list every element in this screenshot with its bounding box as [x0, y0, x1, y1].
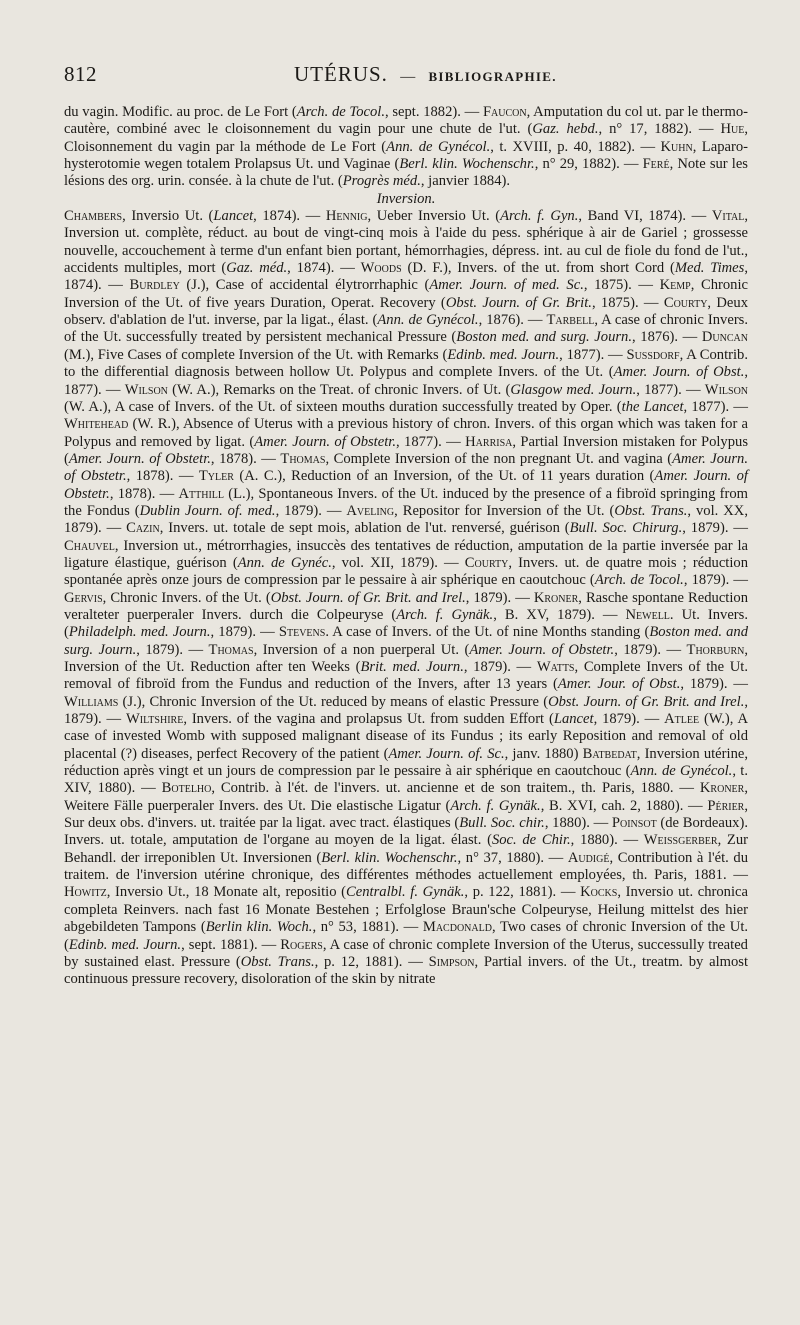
citation-text: (W. R.), Absence of Uterus with a previous history of chron. Invers. of this organ which was taken for a Polypus and removed by ligat. ( [64, 416, 748, 450]
citation-text: , sept. 1881). — [181, 936, 281, 953]
page-header [64, 62, 748, 92]
citation-text: , 1879). — [593, 711, 665, 728]
citation-text: (A. C.), Reduction of an Inversion, of the Ut. of 11 years duration ( [233, 468, 655, 485]
citation-text: , p. 12, 1881). — [314, 953, 429, 970]
journal-title: Progrès méd. [342, 173, 421, 190]
citation-text: , janv. 1880) [504, 745, 583, 762]
journal-title: Boston med. and surg. Journ. [456, 329, 633, 346]
journal-title: Amer. Journ. of Obst. [613, 364, 745, 381]
citation-text: , 1877). — [395, 433, 466, 450]
citation-text: , Chronic Invers. of the Ut. ( [102, 589, 271, 606]
author-name: Howitz [64, 884, 107, 901]
citation-text: . Ut. Invers. ( [64, 606, 748, 641]
journal-title: Philadelph. med. Journ. [68, 624, 211, 641]
running-title-subtitle: BIBLIOGRAPHIE. [428, 69, 557, 84]
citation-text: , t. XVIII, p. 40, 1882). — [490, 138, 661, 155]
citation-text: , Inversio Ut., 18 Monate alt, repositio ( [106, 884, 347, 901]
citation-text: (J.), Chronic Inversion of the Ut. reduced by means of elastic Pressure ( [118, 693, 549, 710]
citation-text: , Invers. ut. totale de sept mois, ablation de l'ut. renversé, guérison ( [159, 520, 570, 537]
citation-text: , Deux observ. d'ablation de l'ut. inverse, par la ligat., élast. ( [64, 294, 748, 329]
author-name: Whitehead [64, 416, 129, 433]
author-name: Tarbell [546, 312, 595, 329]
journal-title: Lancet [553, 711, 594, 728]
journal-title: Bull. Soc. chir. [459, 815, 545, 832]
author-name: Burdley [129, 277, 180, 294]
page-number: 812 [64, 62, 97, 86]
author-name: Courty [464, 554, 509, 571]
author-name: Chambers [64, 208, 123, 225]
citation-text: , Note sur les lésions des org. urin. consée. à la chute de l'ut. ( [64, 156, 748, 190]
author-name: Newell [625, 606, 670, 623]
author-name: Thomas [280, 450, 326, 467]
citation-text: , A case of chronic complete Inversion of the Uterus, successully treated by sustained elast. Pressure ( [64, 936, 748, 970]
author-name: Wilson [704, 381, 749, 398]
citation-text: , Contribution à l'ét. du traitem. de l'inversion utérine chronique, des différentes méthodes actuellement employées, th. Paris, 1881. — [64, 849, 749, 884]
journal-title: Amer. Journ. of. Sc. [388, 745, 505, 762]
citation-text: , 1875). — [583, 277, 660, 294]
citation-text: , Inversion ut., métrorrhagies, insuccès des tentatives de réduction, amputation de la partie inversée par la ligature élastique, guérison ( [64, 537, 748, 571]
citation-text: , sept. 1882). — [384, 104, 483, 120]
author-name: Aveling [346, 502, 395, 519]
journal-title: Med. Times [674, 260, 745, 277]
author-name: Tyler [198, 468, 234, 485]
citation-text: , Band VI, 1874). — [578, 208, 712, 225]
citation-text: , vol. XII, 1879). — [331, 554, 465, 571]
citation-text: , Laparo-hysterotomie wegen totalem Prolapsus Ut. und Vaginae ( [64, 138, 748, 173]
journal-title: Ann. de Gynécol. [630, 763, 733, 780]
citation-text: , 1880). — [570, 832, 644, 849]
citation-text: , Invers. ut. de quatre mois ; réduction spontanée après onze jours de compression par le pessaire à air sphérique en caoutchouc ( [64, 554, 749, 589]
citation-text: , 1879). — [683, 572, 748, 589]
journal-title: Dublin Journ. of. med. [139, 502, 276, 519]
citation-text: , Complete Invers of the Ut. removal of fibroïd from the Fundus and reduction of the Invers, after 13 years ( [64, 659, 748, 693]
journal-title: Ann. de Gynécol. [377, 312, 479, 329]
bibliography-paragraph [64, 208, 748, 988]
citation-text: , Two cases of chronic Inversion of the Ut. ( [64, 919, 749, 953]
journal-title: Glasgow med. Journ. [510, 381, 637, 398]
citation-text: , 1877). — [64, 364, 748, 398]
author-name: Stevens [278, 624, 326, 641]
citation-text: , t. XIV, 1880). — [64, 763, 748, 797]
citation-text: , Ueber Inversio Ut. ( [367, 208, 501, 225]
author-name: Thorburn [686, 641, 745, 658]
citation-text: , 1879). — [680, 676, 748, 693]
citation-text: , 1879). — [463, 659, 537, 675]
citation-text: , Inversio ut. chronica completa Reinvers. nach fast 16 Monate Bestehen ; Erfolglose Braun'sche Colpeuryse, Heilung mittelst des hier abgebildeten Tampons ( [64, 884, 748, 936]
citation-text: , Partial invers. of the Ut., treatm. by almost continuous pressure recovery, disoloration of the skin by nitrate [64, 953, 749, 988]
author-name: Vital [711, 208, 745, 225]
journal-title: Soc. de Chir. [491, 832, 571, 849]
author-name: Kuhn [660, 138, 693, 155]
section-heading: Inversion. [376, 190, 436, 207]
journal-title: Gaz. méd. [226, 260, 288, 277]
journal-title: Edinb. med. Journ. [68, 936, 182, 953]
author-name: Kemp [659, 277, 691, 294]
citation-text: , 1880). — [544, 815, 612, 832]
author-name: Chauvel [64, 537, 115, 554]
journal-title: the Lancet [621, 398, 684, 415]
citation-text: (de Bordeaux). Invers. ut. totale, amputation de l'organe au moyen de la ligat. élast. ( [64, 815, 748, 849]
journal-title: Obst. Trans. [240, 953, 315, 970]
author-name: Batbedat [582, 745, 637, 762]
bibliography-body [64, 104, 748, 989]
citation-text: , 1874). — [287, 260, 361, 277]
author-name: Williams [64, 693, 119, 710]
citation-text: , Inversio Ut. ( [122, 208, 214, 225]
author-name: Courty [663, 294, 708, 311]
author-name: Hue [720, 121, 745, 138]
author-name: Weissgerber [643, 832, 718, 849]
citation-text: , 1879). — [275, 502, 347, 519]
journal-title: Obst. Journ. of Gr. Brit. [445, 294, 592, 311]
citation-text: , 1875). — [591, 294, 664, 311]
author-name: Harrisa [465, 433, 513, 450]
author-name: Faucon [482, 104, 527, 120]
author-name: Hennig [325, 208, 368, 225]
author-name: Kocks [580, 884, 618, 901]
journal-title: Amer. Jour. of Obst. [557, 676, 681, 693]
journal-title: Berl. klin. Wochenschr. [399, 156, 535, 173]
running-title-main: UTÉRUS. [294, 62, 388, 86]
citation-text: , 1879). — [614, 641, 687, 658]
citation-text: (W.), A case of invested Womb with supposed malignant disease of its Fundus ; its early Reposition and removal of old placental (?) diseases, perfect Recovery of the patient ( [64, 711, 748, 762]
journal-title: Ann. de Gynécol. [386, 138, 491, 155]
journal-title: Bull. Soc. Chirurg. [569, 520, 683, 537]
citation-text: . A case of Invers. of the Ut. of nine Months standing ( [325, 624, 650, 641]
journal-title: Lancet [213, 208, 254, 225]
citation-text: , 1879). — [682, 520, 748, 537]
citation-text: , Rasche spontane Reduction veralteter puerperaler Invers. durch die Colpeuryse ( [64, 589, 749, 623]
author-name: Cazin [126, 520, 160, 537]
citation-text: , Sur deux obs. d'invers. ut. traitée par la ligat. avec tract. élastiques ( [64, 797, 749, 832]
citation-text: , p. 122, 1881). — [464, 884, 581, 901]
citation-text: , n° 37, 1880). — [457, 849, 568, 866]
journal-title: Obst. Journ. of Gr. Brit. and Irel. [270, 589, 466, 606]
citation-text: , A case of chronic Invers. of the Ut. successfully treated by persistent mechanical Pressure ( [64, 312, 749, 346]
author-name: Poinsot [611, 815, 657, 832]
author-name: Atlee [664, 711, 700, 728]
citation-text: , 1879). — [465, 589, 534, 606]
author-name: Kroner [699, 780, 745, 797]
author-name: Macdonald [422, 919, 492, 936]
citation-text: , Invers. of the vagina and prolapsus Ut. from sudden Effort ( [183, 711, 554, 728]
author-name: Wilson [124, 381, 168, 398]
citation-text: , Repositor for Inversion of the Ut. ( [394, 502, 615, 519]
journal-title: Brit. med. Journ. [360, 659, 464, 675]
citation-text: du vagin. Modific. au proc. de Le Fort ( [64, 104, 297, 120]
citation-text: , janvier 1884). [420, 173, 511, 190]
citation-text: , 1878). — [109, 485, 179, 502]
bibliography-paragraph [64, 104, 748, 191]
journal-title: Amer. Journ. of Obstetr. [68, 450, 211, 467]
citation-text: (W. A.), A case of Invers. of the Ut. of sixteen mouths duration successfully treated by Oper. ( [64, 398, 622, 415]
author-name: Watts [536, 659, 575, 675]
author-name: Duncan [701, 329, 748, 346]
author-name: Simpson [428, 953, 475, 970]
journal-title: Centralbl. f. Gynäk. [346, 884, 465, 901]
citation-text: , 1876). — [478, 312, 547, 329]
journal-title: Amer. Journ. of Obstetr. [254, 433, 396, 450]
citation-text: , Complete Inversion of the non pregnant Ut. and vagina ( [325, 450, 673, 467]
citation-text: , Amputation du col ut. par le thermo-cautère, combiné avec le cloisonnement du vagin pour une chute de l'ut. ( [64, 104, 748, 138]
citation-text: , 1877). — [559, 346, 627, 363]
citation-text: , Zur Behandl. der irreponiblen Ut. Inversionen ( [64, 832, 748, 866]
journal-title: Arch. de Tocol. [594, 572, 684, 589]
citation-text: , n° 29, 1882). — [534, 156, 643, 173]
citation-text: , B. XVI, cah. 2, 1880). — [540, 797, 708, 814]
citation-text: , 1877). — [683, 398, 748, 415]
citation-text: , A Contrib. to the differential diagnosis between hollow Ut. Polypus and complete Invers. of the Ut. ( [64, 346, 748, 381]
journal-title: Obst. Trans. [614, 502, 688, 519]
journal-title: Arch. f. Gynäk. [450, 797, 541, 814]
citation-text: (M.), Five Cases of complete Inversion of the Ut. with Remarks ( [64, 346, 448, 363]
citation-text: (L.), Spontaneous Invers. of the Ut. induced by the presence of a fibroïd springing from the Fondus ( [64, 485, 749, 519]
author-name: Woods [360, 260, 402, 277]
citation-text: , 1878). — [210, 450, 281, 467]
author-name: Gervis [64, 589, 103, 606]
citation-text: , Inversion ut. complète, réduct. au bout de vingt-cinq mois à l'aide du pess. sphérique à air de Gariel ; grossesse nouvelle, accouchement à terme d'un enfant bien portant, hémorrhagies, dépress. int. au cul de fiole du fond de l'ut., accidents multiples, mort ( [64, 208, 748, 277]
journal-title: Arch. f. Gyn. [500, 208, 579, 225]
running-title [294, 62, 557, 87]
author-name: Périer [707, 797, 745, 814]
running-title-separator: — [400, 69, 417, 85]
citation-text: (W. A.), Remarks on the Treat. of chronic Invers. of Ut. ( [167, 381, 511, 398]
citation-text: , 1874). — [64, 260, 748, 294]
author-name: Sussdorf [626, 346, 680, 363]
journal-title: Amer. Journ. of Obstetr. [64, 450, 748, 485]
author-name: Kroner [533, 589, 579, 606]
journal-title: Gaz. hebd. [532, 121, 599, 138]
author-name: Thomas [208, 641, 254, 658]
journal-title: Edinb. med. Journ. [447, 346, 560, 363]
citation-text: , Weitere Fälle puerperaler Invers. des Ut. Die elastische Ligatur ( [64, 780, 748, 814]
citation-text: , Cloisonnement du vagin par la méthode de Le Fort ( [64, 121, 748, 155]
author-name: Rogers [280, 936, 323, 953]
citation-text: , 1876). — [632, 329, 702, 346]
journal-title: Amer. Journ. of Obstetr. [64, 468, 748, 502]
citation-text: , 1879). — [210, 624, 279, 641]
citation-text: , 1877). — [636, 381, 705, 398]
journal-title: Boston med. and surg. Journ. [64, 624, 748, 658]
citation-text: , B. XV, 1879). — [493, 606, 626, 623]
author-name: Feré [642, 156, 670, 173]
citation-text: , Inversion of a non puerperal Ut. ( [253, 641, 470, 658]
citation-text: , Inversion of the Ut. Reduction after ten Weeks ( [64, 641, 748, 675]
citation-text: , 1879). — [136, 641, 209, 658]
citation-text: (D. F.), Invers. of the ut. from short Cord ( [401, 260, 675, 277]
citation-text: , n° 53, 1881). — [312, 919, 423, 936]
author-name: Audigé [567, 849, 610, 866]
journal-title: Arch. f. Gynäk. [396, 606, 494, 623]
author-name: Wiltshire [126, 711, 184, 728]
citation-text: , 1878). — [126, 468, 199, 485]
journal-title: Arch. de Tocol. [296, 104, 385, 120]
citation-text: , 1874). — [253, 208, 326, 225]
author-name: Atthill [178, 485, 225, 502]
citation-text: , vol. XX, 1879). — [64, 502, 748, 537]
author-name: Botelho [161, 780, 212, 797]
citation-text: , Contrib. à l'ét. de l'invers. ut. ancienne et de son traitem., th. Paris, 1880. — [211, 780, 700, 797]
citation-text: , Inversion utérine, réduction après vingt et un jours de compression par le pessaire à air sphérique en caoutchouc ( [64, 745, 748, 780]
citation-text: , 1879). — [64, 693, 748, 728]
journal-title: Berlin klin. Woch. [205, 919, 313, 936]
journal-title: Ann. de Gynéc. [237, 554, 332, 571]
citation-text: , Chronic Inversion of the Ut. of five years Duration, Operat. Recovery ( [64, 277, 748, 311]
citation-text: (J.), Case of accidental élytrorrhaphic ( [179, 277, 430, 294]
citation-text: , n° 17, 1882). — [598, 121, 721, 138]
journal-title: Berl. klin. Wochenschr. [321, 849, 458, 866]
journal-title: Amer. Journ. of Obstetr. [469, 641, 615, 658]
citation-text: , Partial Inversion mistaken for Polypus ( [64, 433, 748, 467]
journal-title: Obst. Journ. of Gr. Brit. and Irel. [548, 693, 745, 710]
journal-title: Amer. Journ. of med. Sc. [429, 277, 584, 294]
